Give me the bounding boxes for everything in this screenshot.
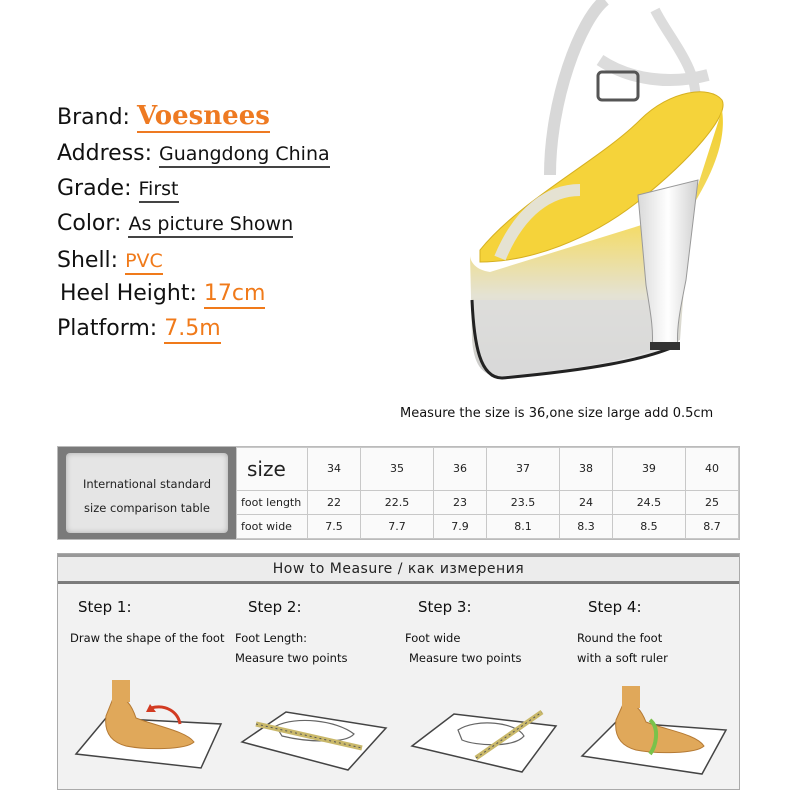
table-row-foot-wide xyxy=(237,514,739,538)
spec-color-label: Color: xyxy=(57,211,122,236)
spec-platform-value: 7.5m xyxy=(164,316,220,344)
foot-wide-cell: 8.1 xyxy=(486,514,559,538)
size-table-label-panel xyxy=(58,447,236,539)
spec-shell xyxy=(57,248,163,273)
sandal-product-image xyxy=(440,0,740,395)
size-cell: 39 xyxy=(612,448,685,491)
foot-length-cell: 23 xyxy=(433,490,486,514)
foot-wide-cell: 7.5 xyxy=(308,514,361,538)
size-cell: 38 xyxy=(559,448,612,491)
size-note: Measure the size is 36,one size large add 0.5cm xyxy=(400,406,714,421)
spec-grade xyxy=(57,176,179,201)
spec-address-value: Guangdong China xyxy=(159,143,330,168)
spec-platform-label: Platform: xyxy=(57,316,158,341)
step-4-line1: Round the foot xyxy=(577,631,663,645)
foot-wide-cell: 7.7 xyxy=(360,514,433,538)
step-3 xyxy=(398,584,568,789)
step-4 xyxy=(568,584,738,789)
spec-heel-height xyxy=(60,281,265,306)
how-to-measure-panel xyxy=(57,553,740,790)
foot-length-cell: 25 xyxy=(685,490,738,514)
spec-color-value: As picture Shown xyxy=(128,213,293,238)
spec-grade-label: Grade: xyxy=(57,176,132,201)
spec-brand-value: Voesnees xyxy=(136,101,270,131)
spec-shell-label: Shell: xyxy=(57,248,119,273)
ruler-length-icon xyxy=(236,676,394,776)
spec-address-label: Address: xyxy=(57,141,153,166)
step-1 xyxy=(58,584,228,789)
foot-length-cell: 22 xyxy=(308,490,361,514)
how-to-measure-title: How to Measure / как измерения xyxy=(272,561,525,577)
size-comparison-table xyxy=(57,446,740,540)
spec-brand-label: Brand: xyxy=(57,105,130,130)
step-2-line1: Foot Length: xyxy=(235,631,307,645)
spec-heel-height-value: 17cm xyxy=(204,281,266,309)
table-row-size xyxy=(237,448,739,491)
spec-color xyxy=(57,211,293,236)
foot-length-cell: 24.5 xyxy=(612,490,685,514)
spec-heel-height-label: Heel Height: xyxy=(60,281,197,306)
size-cell: 34 xyxy=(308,448,361,491)
foot-outline-icon xyxy=(66,676,224,776)
step-2-line2: Measure two points xyxy=(235,651,348,665)
foot-wide-cell: 8.3 xyxy=(559,514,612,538)
step-3-line1: Foot wide xyxy=(405,631,461,645)
size-grid xyxy=(236,447,739,539)
table-row-foot-length xyxy=(237,490,739,514)
foot-wide-cell: 8.5 xyxy=(612,514,685,538)
soft-ruler-icon xyxy=(576,676,734,776)
step-4-title: Step 4: xyxy=(588,598,642,616)
how-to-measure-header xyxy=(58,554,739,584)
foot-wide-cell: 7.9 xyxy=(433,514,486,538)
foot-length-cell: 23.5 xyxy=(486,490,559,514)
step-3-title: Step 3: xyxy=(418,598,472,616)
size-cell: 40 xyxy=(685,448,738,491)
foot-length-cell: 22.5 xyxy=(360,490,433,514)
spec-shell-value: PVC xyxy=(125,250,163,275)
row-header-size: size xyxy=(237,448,308,491)
foot-wide-cell: 8.7 xyxy=(685,514,738,538)
step-2 xyxy=(228,584,398,789)
row-header-foot-wide: foot wide xyxy=(237,514,308,538)
spec-platform xyxy=(57,316,221,341)
size-table-label-line1: International standard xyxy=(82,477,212,491)
step-3-line2: Measure two points xyxy=(409,651,522,665)
ruler-width-icon xyxy=(406,676,564,776)
step-4-line2: with a soft ruler xyxy=(577,651,668,665)
size-cell: 35 xyxy=(360,448,433,491)
spec-address xyxy=(57,141,330,166)
size-cell: 36 xyxy=(433,448,486,491)
size-table-label-line2: size comparison table xyxy=(84,501,210,515)
foot-length-cell: 24 xyxy=(559,490,612,514)
step-1-line1: Draw the shape of the foot xyxy=(70,631,225,645)
size-cell: 37 xyxy=(486,448,559,491)
step-1-title: Step 1: xyxy=(78,598,132,616)
step-2-title: Step 2: xyxy=(248,598,302,616)
row-header-foot-length: foot length xyxy=(237,490,308,514)
spec-grade-value: First xyxy=(139,178,179,203)
spec-brand xyxy=(57,101,270,131)
